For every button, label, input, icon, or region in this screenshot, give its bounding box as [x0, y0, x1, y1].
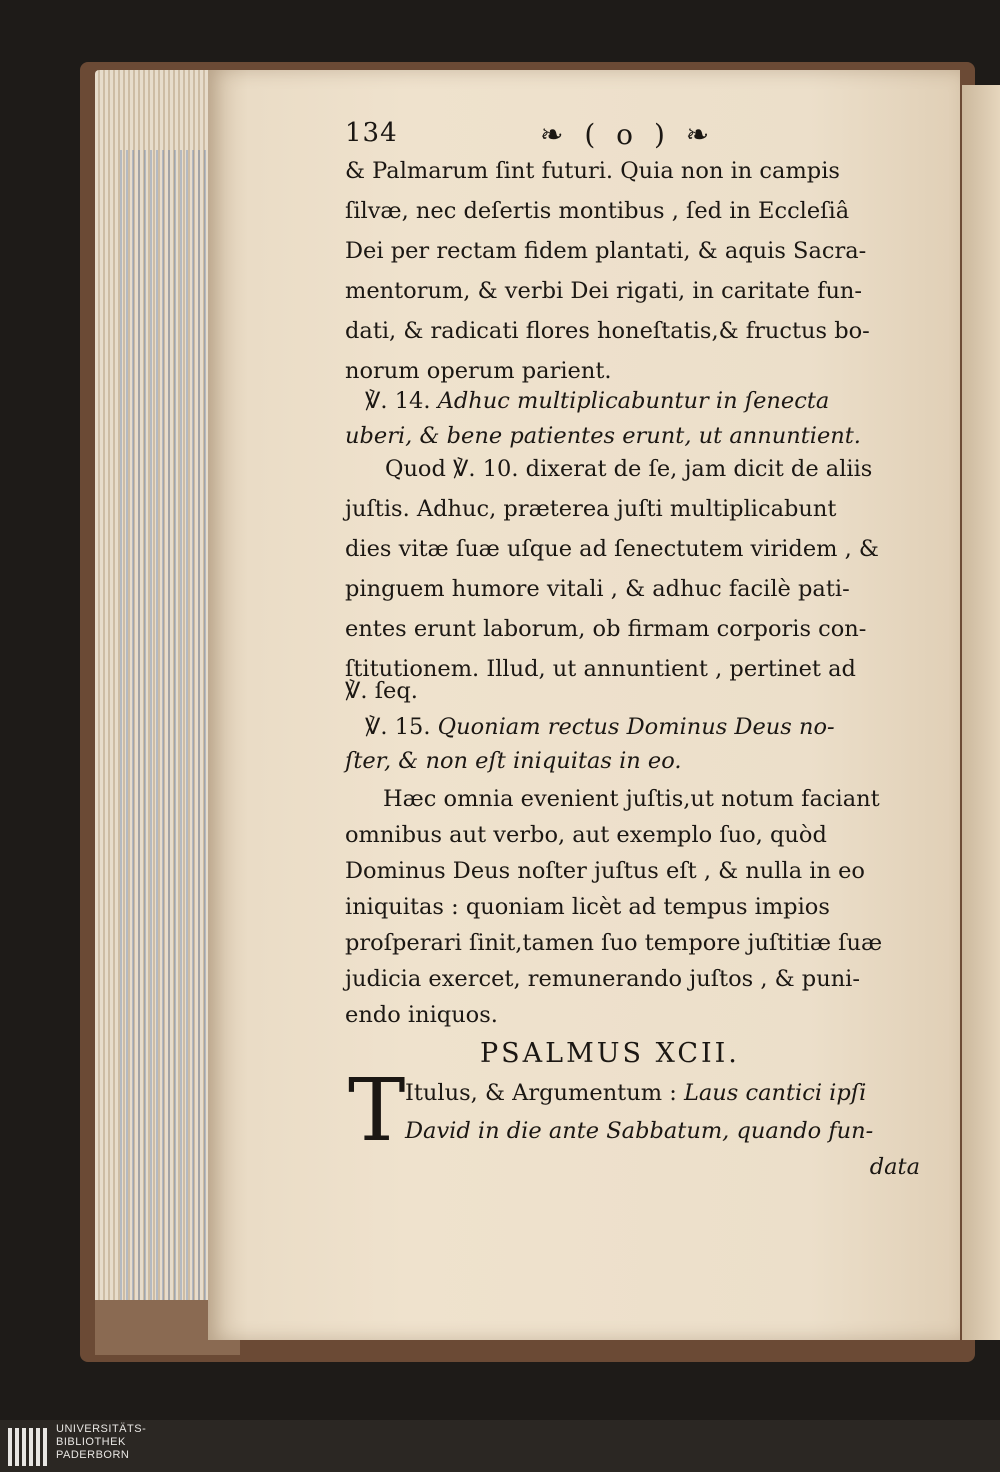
text-line: juſtis. Adhuc, præterea juſti multiplicabunt [345, 496, 837, 522]
catchword: data [869, 1154, 920, 1180]
text-line: norum operum parient. [345, 358, 612, 384]
text-line: judicia exercet, remunerando juſtos , & puni- [345, 966, 860, 992]
text-line: proſperari ſinit,tamen ſuo tempore juſtitiæ ſuæ [345, 930, 883, 956]
text-line: Dei per rectam fidem plantati, & aquis Sacra- [345, 238, 867, 264]
text-line: Quod ℣. 10. dixerat de ſe, jam dicit de aliis [385, 456, 873, 482]
library-name [56, 1423, 146, 1462]
text-line: pinguem humore vitali , & adhuc facilè pati- [345, 576, 850, 602]
title-line-1 [405, 1080, 866, 1106]
verse-14-line-2: uberi, & bene patientes erunt, ut annuntient. [345, 423, 861, 449]
drop-cap: T [348, 1061, 406, 1161]
text-line: dies vitæ ſuæ uſque ad ſenectutem viridem , & [345, 536, 879, 562]
text-line: entes erunt laborum, ob firmam corporis con- [345, 616, 867, 642]
text-line: Dominus Deus noſter juſtus eſt , & nulla in eo [345, 858, 865, 884]
header-ornament: ❧ ( o ) ❧ [540, 118, 716, 151]
text-line: & Palmarum ſint futuri. Quia non in campis [345, 158, 840, 184]
verse-text: Adhuc multiplicabuntur in ſenecta [437, 388, 830, 414]
text-line: endo iniquos. [345, 1002, 498, 1028]
title-label: Itulus, & Argumentum : [405, 1080, 684, 1106]
page-number: 134 [345, 118, 398, 148]
text-line: ſtitutionem. Illud, ut annuntient , pertinet ad [345, 656, 856, 682]
text-line: omnibus aut verbo, aut exemplo ſuo, quòd [345, 822, 827, 848]
library-name-line: BIBLIOTHEK [56, 1436, 126, 1448]
verse-ref: ℣. 14. [365, 388, 431, 414]
library-logo-icon [6, 1424, 50, 1468]
psalm-title: PSALMUS XCII. [480, 1038, 740, 1069]
text-line: mentorum, & verbi Dei rigati, in caritate fun- [345, 278, 863, 304]
verse-15-line-2: ſter, & non eſt iniquitas in eo. [345, 748, 682, 774]
text-line: ℣. ſeq. [345, 678, 418, 704]
text-line: ſilvæ, nec deſertis montibus , ſed in Eccleſiâ [345, 198, 850, 224]
facing-page-edge [962, 85, 1000, 1340]
verse-text: Quoniam rectus Dominus Deus no- [437, 714, 835, 740]
text-line: Hæc omnia evenient juſtis,ut notum faciant [383, 786, 880, 812]
verse-15-line-1 [365, 714, 835, 740]
library-name-line: PADERBORN [56, 1449, 130, 1461]
library-name-line: UNIVERSITÄTS- [56, 1423, 147, 1435]
title-line-2: David in die ante Sabbatum, quando fun- [405, 1118, 874, 1144]
footer-bar [0, 1420, 1000, 1472]
title-verse: Laus cantici ipſi [683, 1080, 867, 1106]
verse-14-line-1 [365, 388, 829, 414]
text-line: dati, & radicati flores honeſtatis,& fructus bo- [345, 318, 870, 344]
text-line: iniquitas : quoniam licèt ad tempus impios [345, 894, 830, 920]
verse-ref: ℣. 15. [365, 714, 431, 740]
